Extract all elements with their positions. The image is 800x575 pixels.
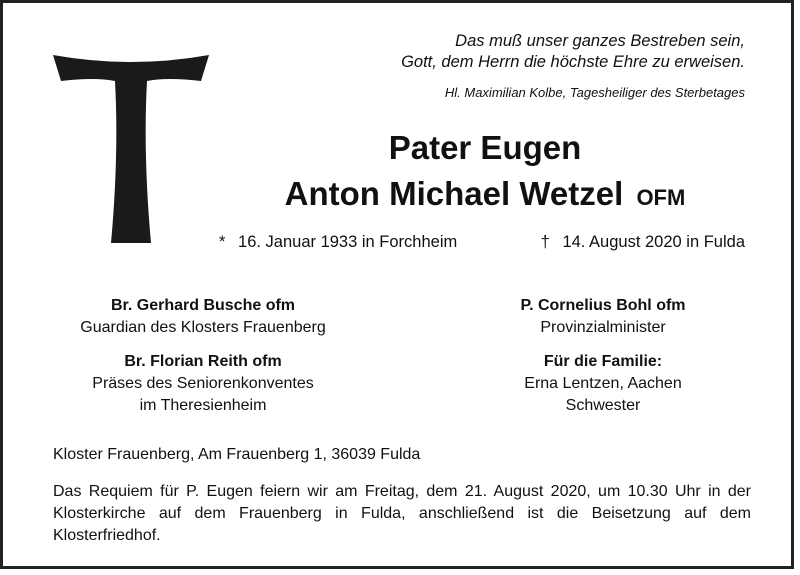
signatory	[473, 295, 733, 339]
tau-cross-icon	[51, 45, 211, 245]
signatory-name: P. Cornelius Bohl ofm	[520, 297, 686, 314]
deceased-title-line: Pater Eugen	[388, 129, 582, 166]
deceased-name-line	[235, 175, 735, 213]
order-abbreviation: OFM	[636, 185, 686, 210]
monastery-address: Kloster Frauenberg, Am Frauenberg 1, 36039 Fulda	[53, 446, 421, 463]
signatory	[473, 351, 733, 417]
signatory-role: Guardian des Klosters Frauenberg	[80, 319, 326, 336]
death-date	[541, 233, 745, 252]
death-text: 14. August 2020 in Fulda	[562, 233, 745, 251]
signatory-role-line-2: Schwester	[565, 397, 641, 414]
signatory-role: Provinzialminister	[540, 319, 666, 336]
signatory-name: Br. Florian Reith ofm	[124, 353, 282, 370]
quote	[401, 31, 745, 73]
birth-symbol: *	[219, 233, 226, 251]
signatory-role-line-2: im Theresienheim	[139, 397, 267, 414]
signatory-name: Br. Gerhard Busche ofm	[110, 297, 296, 314]
signatory-name: Für die Familie:	[543, 353, 663, 370]
signatory	[63, 295, 343, 339]
deceased-name: Anton Michael Wetzel	[284, 175, 624, 212]
quote-line-2: Gott, dem Herrn die höchste Ehre zu erweisen.	[401, 53, 745, 71]
death-symbol: †	[540, 233, 550, 251]
signatory-role: Präses des Seniorenkonventes	[92, 375, 314, 392]
signatory	[63, 351, 343, 417]
birth-date	[219, 233, 457, 252]
quote-source: Hl. Maximilian Kolbe, Tagesheiliger des Sterbetages	[444, 85, 745, 100]
quote-line-1: Das muß unser ganzes Bestreben sein,	[455, 32, 745, 50]
requiem-notice: Das Requiem für P. Eugen feiern wir am Freitag, dem 21. August 2020, um 10.30 Uhr in der Klosterkirche auf dem Frauenberg in Fulda, anschließend ist die Beisetzung auf dem Klosterfriedhof.	[53, 483, 751, 544]
birth-text: 16. Januar 1933 in Forchheim	[238, 233, 458, 251]
signatory-role: Erna Lentzen, Aachen	[524, 375, 682, 392]
